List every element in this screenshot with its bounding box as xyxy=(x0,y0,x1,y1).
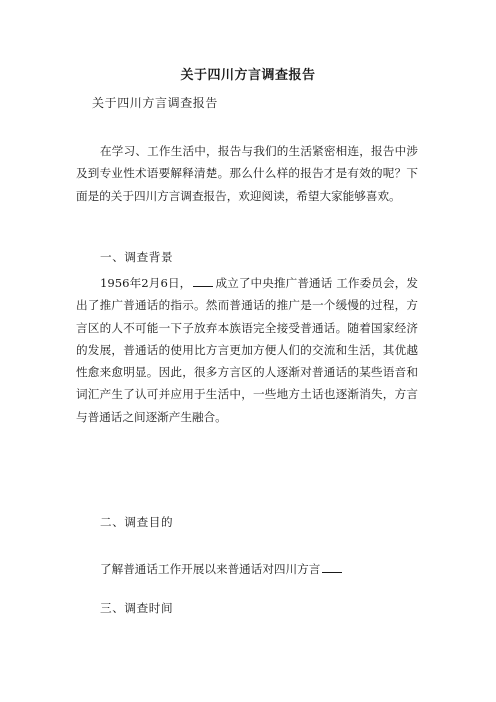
section-heading-background: 一、调查背景 xyxy=(100,250,174,264)
document-title: 关于四川方言调查报告 xyxy=(180,68,316,83)
intro-paragraph: 在学习、工作生活中，报告与我们的生活紧密相连，报告中涉及到专业性术语要解释清楚。那么什么样的报告才是有效的呢？下面是的关于四川方言调查报告，欢迎阅读，希望大家能够喜欢。 xyxy=(76,144,418,203)
section-heading-purpose: 二、调查目的 xyxy=(100,515,174,529)
background-paragraph xyxy=(76,272,418,428)
section-heading-time: 三、调查时间 xyxy=(100,601,174,615)
background-date-text: 1956年2月6日， xyxy=(100,276,192,290)
purpose-paragraph xyxy=(76,558,418,580)
fill-in-blank xyxy=(193,274,213,287)
fill-in-blank xyxy=(322,560,342,573)
purpose-text: 了解普通话工作开展以来普通话对四川方言 xyxy=(100,562,321,576)
document-subtitle: 关于四川方言调查报告 xyxy=(92,96,219,110)
background-body-text: 成立了中央推广普通话 工作委员会，发出了推广普通话的指示。然而普通话的推广是一个缓慢的过程，方言区的人不可能一下子放弃本族语完全接受普通话。随着国家经济的发展，普通话的使用比方言更加方便人们的交流和生活，其优越性愈来愈明显。因此，很多方言区的人逐渐对普通话的某些语音和词汇产生了认可并应用于生活中，一些地方土话也逐渐消失，方言与普通话之间逐渐产生融合。 xyxy=(76,276,418,424)
